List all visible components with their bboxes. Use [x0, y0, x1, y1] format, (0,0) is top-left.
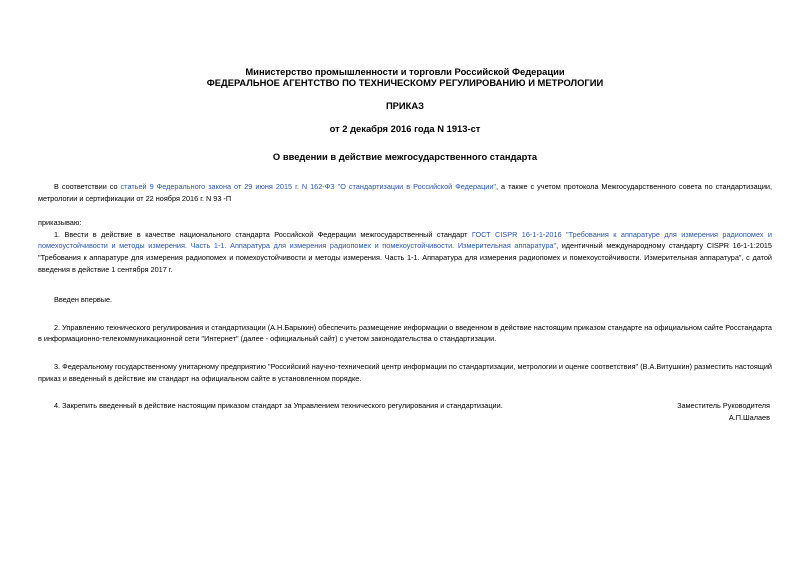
- document-subject: О введении в действие межгосударственного стандарта: [272, 151, 538, 162]
- intro-paragraph: [38, 181, 772, 204]
- signature-block: [677, 400, 770, 423]
- intro-prefix: В соответствии со: [54, 182, 121, 191]
- standard-link[interactable]: ГОСТ CISPR 16-1-1-2016 "Требования к аппаратуре для измерения радиопомех и помехоустойчивости и методы измерения. Часть 1-1. Аппаратура для измерения радиопомех и помехоустойчивости. Измерительная аппаратура": [38, 229, 773, 251]
- document-date-number: от 2 декабря 2016 года N 1913-ст: [329, 123, 481, 134]
- ministry-name: Министерство промышленности и торговли Российской Федерации: [245, 66, 565, 77]
- law-link[interactable]: статьей 9 Федерального закона от 29 июня 2015 г. N 162-ФЗ "О стандартизации в Российской Федерации": [120, 182, 497, 191]
- item-1-prefix: 1. Ввести в действие в качестве национального стандарта Российской Федерации межгосударственный стандарт: [54, 229, 472, 239]
- item-1-paragraph: [38, 229, 772, 275]
- agency-name: ФЕДЕРАЛЬНОЕ АГЕНТСТВО ПО ТЕХНИЧЕСКОМУ РЕГУЛИРОВАНИЮ И МЕТРОЛОГИИ: [206, 77, 604, 88]
- item-3-paragraph: 3. Федеральному государственному унитарному предприятию "Российский научно-технический центр информации по стандартизации, метрологии и оценке соответствия" (В.А.Витушкин) разместить настоящий приказ и введенный в действие им стандарт на официальном сайте в установленном порядке.: [38, 361, 772, 383]
- order-word: приказываю:: [38, 218, 82, 228]
- document-page: [38, 66, 772, 412]
- document-body: [38, 181, 772, 412]
- introduced-first-note: Введен впервые.: [54, 295, 113, 305]
- intro-suffix: , а также с учетом протокола Межгосударственного совета по стандартизации, метрологии и сертификации от 22 ноября 2016 г. N 93 -П: [38, 182, 773, 203]
- item-4-paragraph: 4. Закрепить введенный в действие настоящим приказом стандарт за Управлением технического регулирования и стандартизации.: [54, 401, 503, 411]
- item-1-suffix: , идентичный международному стандарту CISPR 16-1-1:2015 "Требования к аппаратуре для измерения радиопомех и помехоустойчивости и методы измерения. Часть 1-1. Аппаратура для измерения радиопомех и помехоустойчивости. Измерительная аппаратура", с датой введения в действие 1 сентября 2017 г.: [38, 241, 772, 274]
- item-2-paragraph: 2. Управлению технического регулирования и стандартизации (А.Н.Барыкин) обеспечить размещение информации о введенном в действие настоящим приказом стандарте на официальном сайте Росстандарта в информационно-телекоммуникационной сети "Интернет" (далее - официальный сайт) с учетом законодательства о стандартизации.: [38, 322, 772, 344]
- signatory-position: Заместитель Руководителя: [677, 401, 770, 410]
- signatory-name: А.П.Шалаев: [728, 412, 770, 422]
- document-type: ПРИКАЗ: [385, 100, 425, 111]
